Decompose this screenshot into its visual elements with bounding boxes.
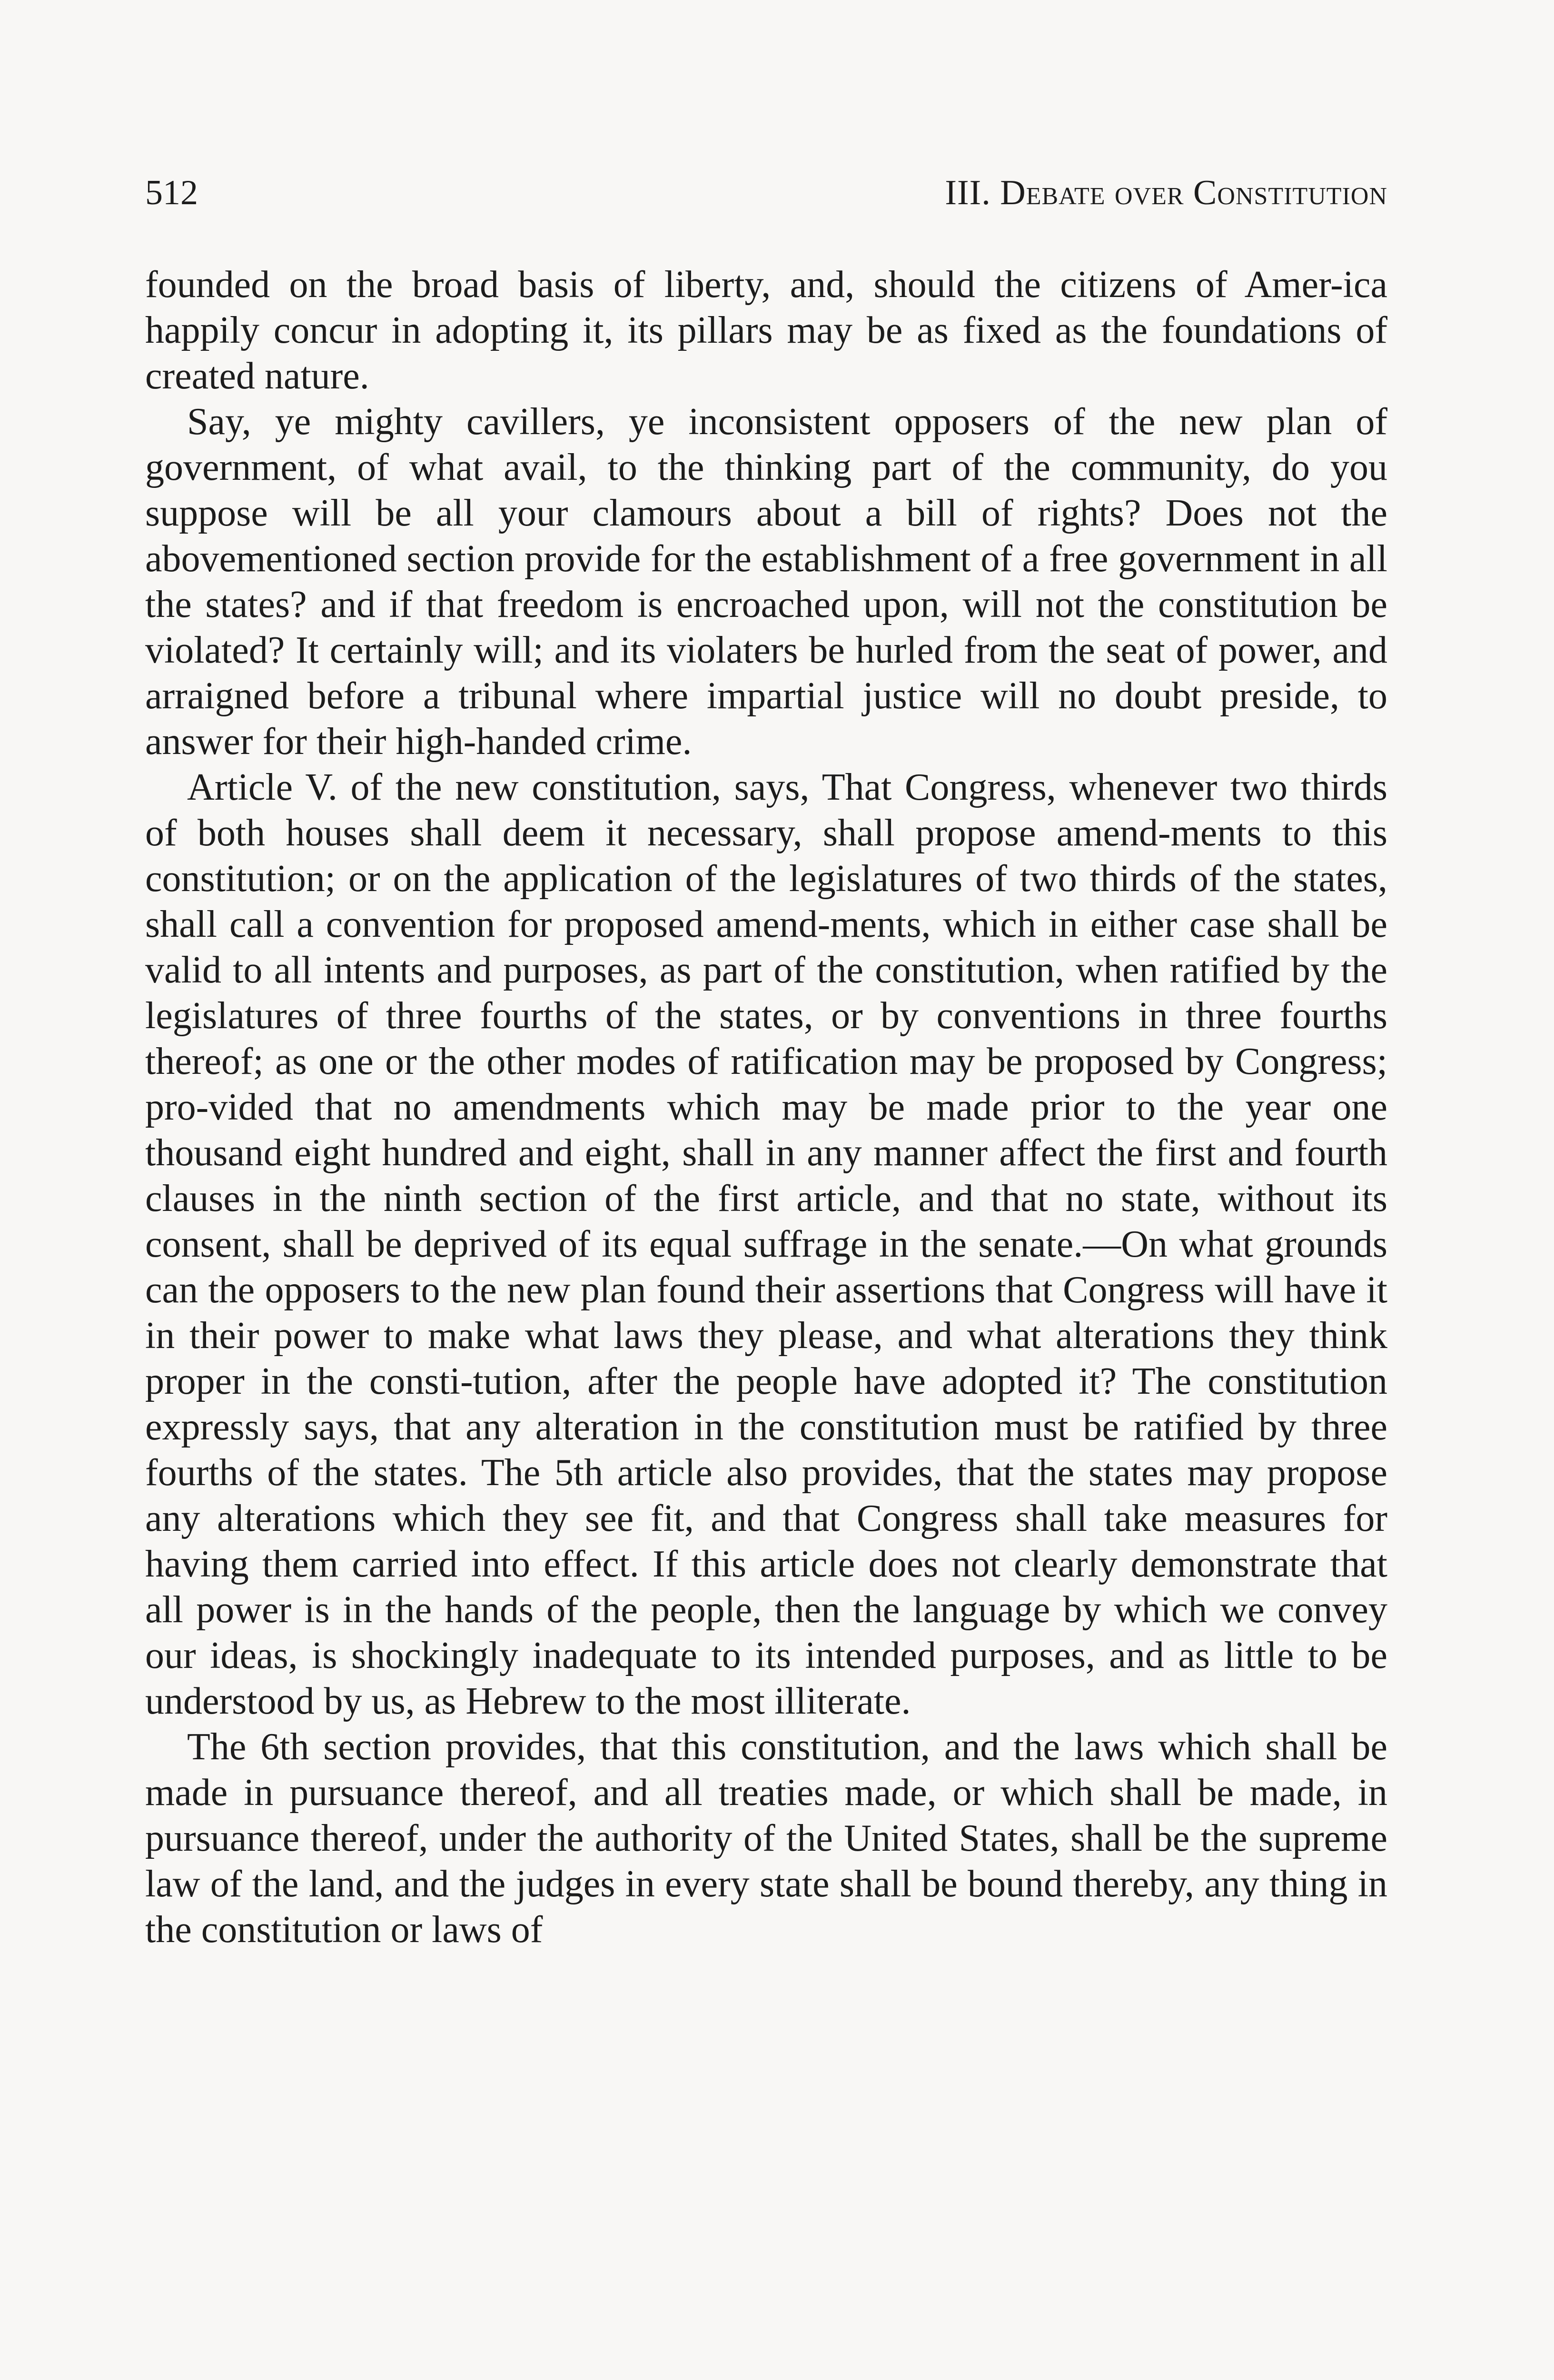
running-title: III. Debate over Constitution [945, 173, 1387, 212]
document-page [145, 171, 1387, 1953]
paragraph-continued: founded on the broad basis of liberty, and, should the citizens of Amer-ica happily concur in adopting it, its pillars may be as fixed as the foundations of created nature. [145, 264, 1387, 397]
paragraph-sixth-section: The 6th section provides, that this constitution, and the laws which shall be made in pursuance thereof, and all treaties made, or which shall be made, in pursuance thereof, under the authority of the United States, shall be the supreme law of the land, and the judges in every state shall be bound thereby, any thing in the constitution or laws of [145, 1726, 1387, 1951]
paragraph-bill-of-rights: Say, ye mighty cavillers, ye inconsistent opposers of the new plan of government, of what avail, to the thinking part of the community, do you suppose will be all your clamours about a bill of rights? Does not the abovementioned section provide for the establishment of a free government in all the states? and if that freedom is encroached upon, will not the constitution be violated? It certainly will; and its violaters be hurled from the seat of power, and arraigned before a tribunal where impartial justice will no doubt preside, to answer for their high-handed crime. [145, 401, 1387, 763]
body-text [145, 262, 1387, 1953]
running-head [145, 171, 1387, 214]
page-number: 512 [145, 173, 198, 212]
paragraph-article-v: Article V. of the new constitution, says, That Congress, whenever two thirds of both houses shall deem it necessary, shall propose amend-ments to this constitution; or on the application of the legislatures of two thirds of the states, shall call a convention for proposed amend-ments, which in either case shall be valid to all intents and purposes, as part of the constitution, when ratified by the legislatures of three fourths of the states, or by conventions in three fourths thereof; as one or the other modes of ratification may be proposed by Congress; pro-vided that no amendments which may be made prior to the year one thousand eight hundred and eight, shall in any manner affect the first and fourth clauses in the ninth section of the first article, and that no state, without its consent, shall be deprived of its equal suffrage in the senate.—On what grounds can the opposers to the new plan found their assertions that Congress will have it in their power to make what laws they please, and what alterations they think proper in the consti-tution, after the people have adopted it? The constitution expressly says, that any alteration in the constitution must be ratified by three fourths of the states. The 5th article also provides, that the states may propose any alterations which they see fit, and that Congress shall take measures for having them carried into effect. If this article does not clearly demonstrate that all power is in the hands of the people, then the language by which we convey our ideas, is shockingly inadequate to its intended purposes, and as little to be understood by us, as Hebrew to the most illiterate. [145, 766, 1387, 1722]
